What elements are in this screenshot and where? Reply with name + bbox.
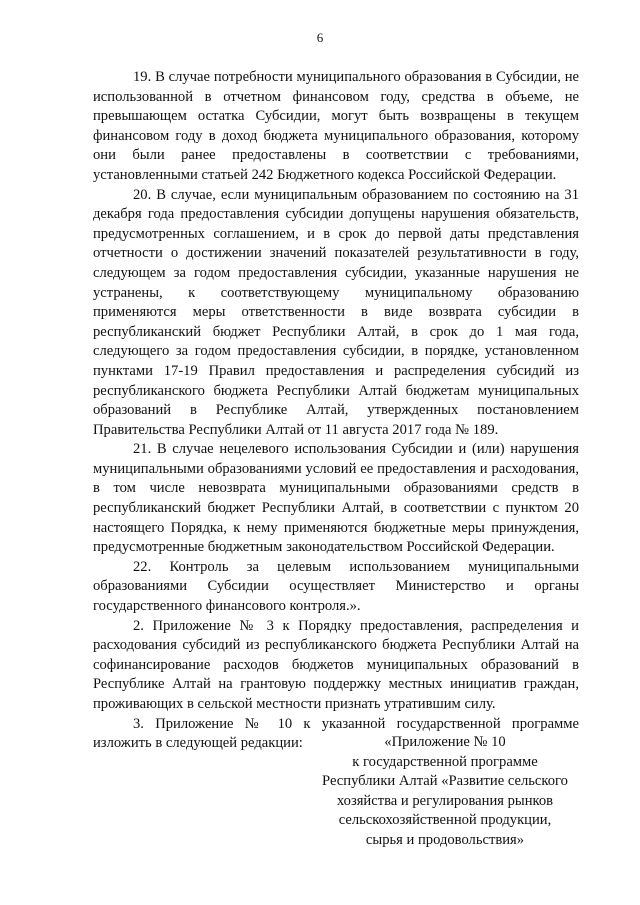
appendix-header xyxy=(300,733,590,851)
appendix-line: «Приложение № 10 xyxy=(384,734,506,750)
paragraph-item-2: 2. Приложение № 3 к Порядку предоставления, распределения и расходования субсидий из республиканского бюджета Республики Алтай на софинансирование расходов бюджетов муниципальных образований в Республике Алтай на грантовую поддержку местных инициатив граждан, проживающих в сельской местности признать утратившим силу. xyxy=(93,617,579,712)
page-number: 6 xyxy=(316,30,324,45)
appendix-line: сырья и продовольствия» xyxy=(365,831,525,848)
paragraph-20: 20. В случае, если муниципальным образованием по состоянию на 31 декабря года предоставления субсидии допущены нарушения обязательств, предусмотренных соглашением, и в срок до первой даты представления отчетности о достижении значений показателей результативности в году, следующем за годом предоставления субсидии, указанные нарушения не устранены, к соответствующему муниципальному образованию применяются меры ответственности в виде возврата субсидии в республиканский бюджет Республики Алтай, в срок до 1 мая года, следующего за годом предоставления субсидии, в порядке, установленном пунктами 17-19 Правил предоставления и распределения субсидий из республиканского бюджета Республики Алтай бюджетам муниципальных образований в Республике Алтай, утвержденных постановлением Правительства Республики Алтай от 11 августа 2017 года № 189. xyxy=(93,186,579,438)
document-body xyxy=(93,68,579,754)
appendix-line: Республики Алтай «Развитие сельского xyxy=(322,773,568,790)
paragraph-19: 19. В случае потребности муниципального образования в Субсидии, не использованной в отчетном финансовом году, средства в объеме, не превышающем остатка Субсидии, могут быть возвращены в текущем финансовом году в доход бюджета муниципального образования, которому они были ранее предоставлены в соответствии с требованиями, установленными статьей 242 Бюджетного кодекса Российской Федерации. xyxy=(93,69,579,183)
paragraph-22: 22. Контроль за целевым использованием муниципальными образованиями Субсидии осуществляет Министерство и органы государственного финансового контроля.». xyxy=(93,558,579,615)
appendix-line: к государственной программе xyxy=(352,753,538,770)
appendix-line: сельскохозяйственной продукции, xyxy=(338,812,552,829)
appendix-line: хозяйства и регулирования рынков xyxy=(336,792,554,809)
paragraph-21: 21. В случае нецелевого использования Субсидии и (или) нарушения муниципальными образованиями условий ее предоставления и расходования, в том числе невозврата муниципальными образованиями средств в республиканский бюджет Республики Алтай, в соответствии с пунктом 20 настоящего Порядка, к нему применяются бюджетные меры принуждения, предусмотренные бюджетным законодательством Российской Федерации. xyxy=(93,441,579,556)
paragraph-item-3: 3. Приложение № 10 к указанной государственной программе изложить в следующей редакции: xyxy=(93,715,579,752)
